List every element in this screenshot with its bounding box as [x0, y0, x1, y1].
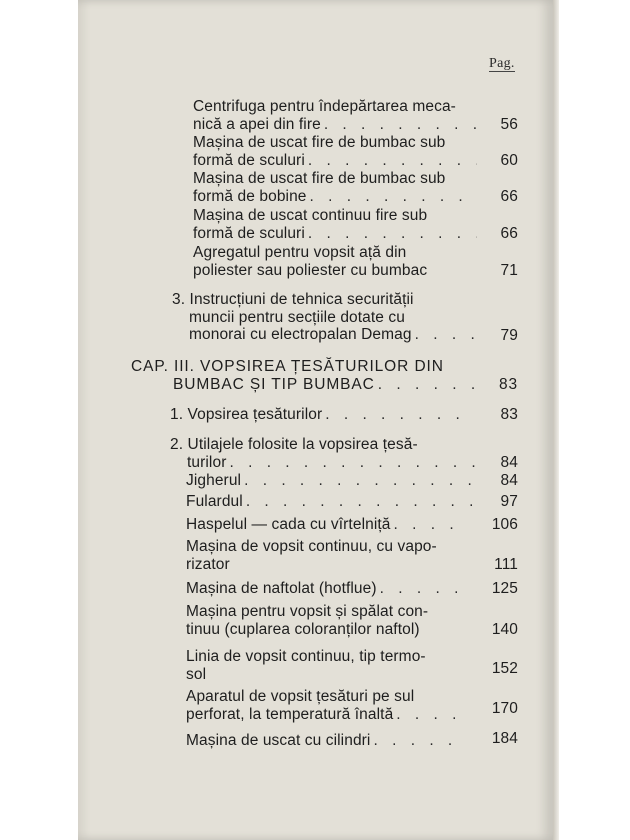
leader-dots: [229, 454, 476, 472]
entry-line: formă de bobine: [193, 187, 307, 205]
leader-dots: [244, 472, 472, 490]
toc-entry: [172, 291, 518, 344]
leader-dots: [325, 406, 464, 424]
page-number: 140: [491, 621, 518, 638]
toc-entry: [193, 170, 518, 205]
toc-entry: [186, 472, 518, 490]
entry-line: nică a apei din fire: [193, 115, 321, 133]
entry-line: poliester sau poliester cu bumbac: [193, 261, 428, 279]
toc-entry: [186, 538, 518, 573]
entry-line: Linia de vopsit continuu, tip termo-: [186, 648, 426, 665]
toc-entry: [193, 98, 518, 133]
toc-entry: [186, 648, 518, 683]
entry-line: rizator: [186, 555, 230, 573]
entry-line: Centrifuga pentru îndepărtarea meca-: [193, 98, 456, 115]
entry-line: CAP. III. VOPSIREA ȚESĂTURILOR DIN: [131, 358, 444, 375]
toc-entry: [193, 244, 518, 279]
page-edge: [553, 0, 559, 840]
page-number: 152: [491, 660, 518, 677]
entry-line: Mașina pentru vopsit și spălat con-: [186, 603, 429, 620]
toc-entry: [193, 134, 518, 169]
entry-line: 3. Instrucțiuni de tehnica securității: [172, 291, 414, 308]
entry-line: Jigherul: [186, 472, 242, 489]
entry-line: Aparatul de vopsit țesături pe sul: [186, 688, 415, 705]
leader-dots: [308, 152, 477, 170]
toc-entry: [186, 603, 518, 638]
leader-dots: [394, 516, 465, 534]
page-number: 66: [500, 188, 518, 205]
page-number: 125: [491, 580, 518, 597]
leader-dots: [415, 326, 477, 344]
entry-line: sol: [186, 665, 207, 683]
page-number: 56: [500, 116, 518, 133]
page-number: 184: [491, 730, 518, 747]
toc-entry: [186, 688, 518, 723]
leader-dots: [246, 493, 472, 511]
entry-line: muncii pentru secțiile dotate cu: [189, 308, 406, 326]
page-number: 83: [500, 406, 518, 423]
page-number: 66: [500, 225, 518, 242]
toc-entry: [186, 732, 518, 750]
entry-line: Agregatul pentru vopsit ață din: [193, 244, 407, 261]
leader-dots: [396, 706, 464, 724]
page-number: 111: [494, 556, 518, 573]
entry-line: Haspelul — cada cu vîrtelniță: [186, 516, 391, 533]
toc-entry: [193, 207, 518, 242]
entry-line: Mașina de uscat fire de bumbac sub: [193, 170, 446, 187]
entry-line: Fulardul: [186, 493, 243, 510]
toc-entry: [170, 406, 518, 424]
page-number: 79: [500, 327, 518, 344]
entry-line: turilor: [187, 453, 227, 471]
entry-line: monorai cu electropalan Demag: [189, 326, 412, 343]
leader-dots: [308, 225, 477, 243]
toc-entry: [186, 516, 518, 534]
entry-line: Mașina de vopsit continuu, cu vapo-: [186, 538, 437, 555]
entry-line: Mașina de naftolat (hotflue): [186, 580, 377, 597]
page-column-header: Pag.: [489, 56, 515, 71]
leader-dots: [380, 580, 466, 598]
entry-line: tinuu (cuplarea coloranților naftol): [186, 620, 420, 638]
entry-line: BUMBAC ȘI TIP BUMBAC: [173, 375, 375, 393]
entry-line: formă de sculuri: [193, 224, 305, 242]
page-number: 97: [500, 493, 518, 510]
page-number: 106: [491, 516, 518, 533]
toc-entry: [186, 493, 518, 511]
toc-entry: [186, 580, 518, 598]
page-number: 83: [498, 376, 518, 393]
entry-line: 2. Utilajele folosite la vopsirea țesă-: [170, 436, 418, 453]
toc-chapter-heading: [131, 358, 518, 393]
entry-line: Mașina de uscat continuu fire sub: [193, 207, 428, 224]
leader-dots: [310, 188, 477, 206]
toc-entry: [170, 436, 518, 471]
page-number: 60: [500, 152, 518, 169]
entry-line: 1. Vopsirea țesăturilor: [170, 406, 323, 423]
entry-line: perforat, la temperatură înaltă: [186, 705, 394, 723]
leader-dots: [378, 376, 475, 394]
entry-line: Mașina de uscat cu cilindri: [186, 732, 371, 749]
leader-dots: [324, 116, 477, 134]
page-number: 84: [500, 454, 518, 471]
page-number: 71: [500, 262, 518, 279]
entry-line: formă de sculuri: [193, 151, 305, 169]
page-number: 84: [500, 472, 518, 489]
leader-dots: [373, 732, 464, 750]
page-number: 170: [491, 700, 518, 717]
entry-line: Mașina de uscat fire de bumbac sub: [193, 134, 446, 151]
